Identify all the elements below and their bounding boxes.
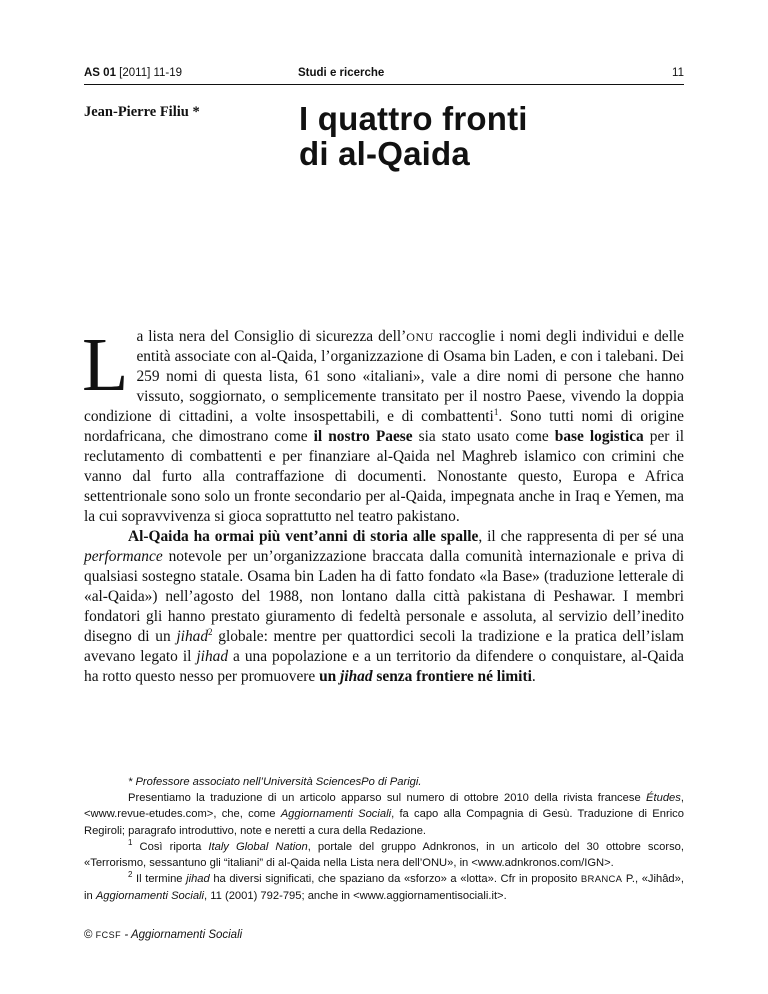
emphasis-bold: un: [319, 668, 341, 685]
text-run: , portale del gruppo Adnkronos, in un articolo del 30 ottobre scorso, «Terrorismo, sessantuno gli “italiani” di al-Qaida nella Lista nera dell’ONU», in <www.adnkronos.com/IGN>.: [84, 840, 684, 870]
emphasis-bold: senza frontiere né limiti: [372, 668, 532, 685]
footnote-number: 2: [128, 870, 133, 880]
text-run: , fa capo alla Compagnia di Gesù. Traduzione di Enrico Regiroli; paragrafo introduttivo, note e neretti a cura della Redazione.: [84, 808, 684, 837]
emphasis-italic: Aggiornamenti Sociali: [95, 890, 205, 903]
page-number: 11: [672, 67, 684, 79]
publisher-name: - Aggiornamenti Sociali: [121, 929, 243, 941]
author-note-text: * Professore associato nell’Università SciencesPo di Parigi.: [128, 776, 422, 788]
emphasis-bold-italic: jihad: [340, 668, 373, 685]
footnote-2: [84, 871, 684, 904]
drop-cap: L: [82, 323, 129, 407]
onu-acronym: ONU: [406, 330, 434, 344]
text-run: notevole per un’organizzazione braccata dalla comunità internazionale e priva di qualsiasi sostegno statale. Osama bin Laden ha di fatto fondato «la Base» (traduzione letterale di «al-Qaida») nell’agosto del 1988, non lontano dalla città pakistana di Peshawar. I membri fondatori gli hanno prestato giuramento di fedeltà personale e assoluta, al servizio dell’inedito disegno di un: [84, 548, 684, 645]
text-run: sia stato usato come: [412, 428, 555, 445]
text-run: Presentiamo la traduzione di un articolo apparso sul numero di ottobre 2010 della rivista francese: [128, 792, 647, 805]
paragraph-1: [82, 323, 685, 527]
journal-code: AS 01: [84, 67, 116, 79]
emphasis-bold: base logistica: [554, 428, 644, 445]
header-divider: [84, 84, 684, 85]
intro-note: [84, 790, 684, 839]
text-run: globale: mentre per quattordici secoli la tradizione e la pratica dell’islam avevano legato il: [84, 628, 684, 665]
emphasis-italic: Études: [646, 792, 681, 805]
journal-issue: [2011] 11-19: [115, 67, 183, 79]
running-header: [84, 67, 684, 83]
emphasis-italic: Aggiornamenti Sociali: [280, 808, 392, 821]
publisher-acronym: FCSF: [95, 930, 122, 940]
paragraph-2: [84, 527, 684, 687]
author-surname: BRANCA: [580, 874, 623, 886]
page-footer: [84, 929, 242, 941]
emphasis-bold: il nostro Paese: [313, 428, 413, 445]
text-run: ha diversi significati, che spaziano da «sforzo» a «lotta». Cfr in proposito: [209, 873, 581, 886]
footnote-number: 1: [128, 837, 133, 847]
text-run: a una popolazione e a un territorio da difendere o conquistare, al-Qaida ha rotto questo nesso per promuovere: [84, 648, 684, 685]
text-run: Il termine: [132, 873, 187, 886]
copyright-symbol: ©: [84, 929, 96, 941]
article-title: [299, 101, 528, 171]
emphasis-italic: Italy Global Nation: [208, 840, 308, 853]
footnote-ref-2: 2: [208, 627, 213, 637]
author-note: [84, 774, 684, 790]
text-run: a lista nera del Consiglio di sicurezza dell’: [136, 328, 407, 345]
emphasis-italic: jihad: [196, 648, 229, 665]
title-line-2: di al-Qaida: [299, 135, 470, 172]
emphasis-italic: jihad: [176, 628, 209, 645]
text-run: .: [531, 668, 536, 685]
article-body: [82, 323, 685, 687]
text-run: P., «Jihâd», in: [84, 873, 684, 903]
text-run: , il che rappresenta di per sé una: [478, 528, 684, 545]
section-name: Studi e ricerche: [298, 67, 385, 79]
text-run: raccoglie i nomi degli individui e delle entità associate con al-Qaida, l’organizzazione di Osama bin Laden, e con i talebani. Dei 259 nomi di questa lista, 61 sono «italiani», vale a dire nomi di persone che hanno vissuto, soggiornato, o semplicemente transitato per il nostro Paese, vivendo la doppia condizione di cittadini, a volte insospettabili, e di combattenti: [84, 328, 684, 425]
text-run: . Sono tutti nomi di origine nordafricana, che dimostrano come: [84, 408, 685, 445]
footnote-1: [84, 839, 684, 871]
text-run: , 11 (2001) 792-795; anche in <www.aggiornamentisociali.it>.: [204, 890, 507, 903]
footnotes: [84, 774, 684, 905]
journal-reference: [84, 67, 182, 79]
emphasis-italic: performance: [84, 548, 163, 565]
text-run: per il reclutamento di combattenti e per finanziare al-Qaida nel Maghreb islamico con crimini che vanno dal furto alla contraffazione di documenti. Nonostante questo, Europa e Africa settentrionale sono solo un fronte secondario per al-Qaida, impegnata anche in Iraq e Yemen, ma la cui sopravvivenza si gioca soprattutto nel teatro pakistano.: [84, 428, 684, 525]
footnote-ref-1: 1: [493, 407, 499, 417]
text-run: , <www.revue-etudes.com>, che, come: [84, 792, 684, 821]
emphasis-bold: Al-Qaida ha ormai più vent’anni di storia alle spalle: [128, 528, 479, 545]
text-run: Così riporta: [132, 840, 209, 853]
emphasis-italic: jihad: [186, 873, 210, 886]
title-line-1: I quattro fronti: [299, 100, 528, 137]
author-name: Jean-Pierre Filiu *: [84, 104, 200, 120]
